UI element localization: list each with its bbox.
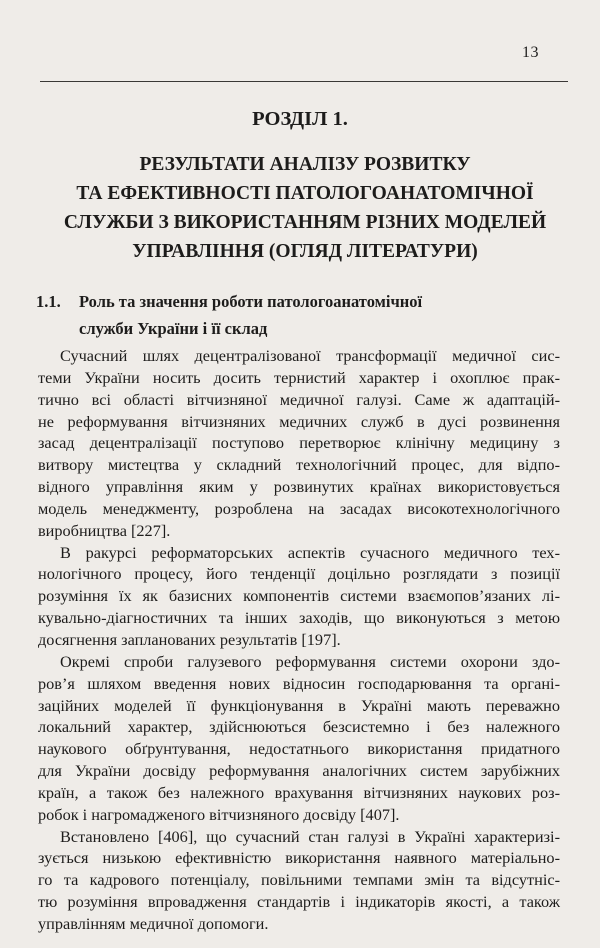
chapter-title-line: СЛУЖБИ З ВИКОРИСТАННЯМ РІЗНИХ МОДЕЛЕЙ (63, 212, 547, 233)
subsection-title-line: Роль та значення роботи патологоанатомічної (79, 292, 423, 311)
paragraph-line: Окремі спроби галузевого реформування системи охорони здо- (60, 651, 560, 671)
paragraph-line: Сучасний шлях децентралізованої трансформації медичної сис- (60, 346, 560, 365)
page-number: 13 (522, 44, 539, 61)
paragraph (38, 345, 560, 542)
chapter-title-line: УПРАВЛІННЯ (ОГЛЯД ЛІТЕРАТУРИ) (132, 241, 478, 262)
header-rule (40, 81, 568, 82)
paragraph-line: розуміння їх як базисних компонентів системи взаємопов’язаних лі- (38, 586, 560, 606)
paragraph-line: кувально-діагностичних та інших заходів, що виконуються з метою (38, 608, 560, 628)
paragraph-line: локальний характер, здійснюються безсистемно і без належного (38, 717, 560, 737)
paragraph (38, 826, 560, 935)
paragraph-line: наукового обґрунтування, недостатнього використання придатного (38, 739, 560, 759)
paragraph-line: Встановлено [406], що сучасний стан галузі в Україні характеризі- (60, 826, 560, 846)
paragraph (38, 651, 560, 826)
paragraph-line: тю розуміння впровадження стандартів і індикаторів якості, а також (38, 892, 560, 912)
paragraph-line: країн, а також без належного врахування вітчизняних наукових роз- (38, 782, 560, 802)
paragraph-line: засад децентралізації поступово перетворює клінічну медицину з (38, 433, 560, 453)
paragraph-line: нологічного процесу, його тенденції доцільно розглядати з позиції (38, 564, 560, 584)
paragraph-line: робок і нагромадженого вітчизняного досвіду [407]. (38, 804, 400, 824)
paragraph-line: для України досвіду реформування аналогічних систем зарубіжних (38, 761, 560, 781)
paragraph-line: зується низькою ефективністю використання наявного матеріально- (38, 848, 560, 868)
paragraph (38, 542, 560, 651)
paragraph-line: відного управління яким у розвинутих країнах використовується (38, 477, 560, 497)
paragraph-line: модель менеджменту, розроблена на засадах високотехнологічного (38, 498, 560, 518)
paragraph-line: управлінням медичної допомоги. (38, 913, 269, 933)
chapter-label: РОЗДІЛ 1. (252, 108, 348, 130)
paragraph-line: виробництва [227]. (38, 520, 171, 540)
paragraph-line: витвору мистецтва у складний технологічний процес, для відпо- (38, 455, 560, 475)
subsection-heading (36, 288, 570, 342)
paragraph-line: го та кадрового потенціалу, повільними темпами змін та відсутніс- (38, 870, 560, 890)
paragraph-line: В ракурсі реформаторських аспектів сучасного медичного тех- (60, 542, 560, 562)
paragraph-line: ров’я шляхом введення нових відносин господарювання та органі- (38, 673, 560, 693)
chapter-title-line: РЕЗУЛЬТАТИ АНАЛІЗУ РОЗВИТКУ (139, 154, 471, 175)
body-text (38, 345, 560, 935)
chapter-title (30, 150, 580, 266)
chapter-title-line: ТА ЕФЕКТИВНОСТІ ПАТОЛОГОАНАТОМІЧНОЇ (76, 183, 534, 204)
paragraph-line: теми України носить досить тернистий характер і охоплює прак- (38, 367, 560, 387)
paragraph-line: заційних моделей її функціонування в Україні мають переважно (38, 695, 560, 715)
paragraph-line: досягнення запланованих результатів [197]. (38, 629, 341, 649)
paragraph-line: не реформування вітчизняних медичних служб в дусі розвинення (38, 411, 560, 431)
subsection-title-line: служби України і її склад (79, 319, 268, 338)
paragraph-line: тично всі області вітчизняної медичної галузі. Саме ж адаптацій- (38, 389, 560, 409)
subsection-number: 1.1. (36, 292, 61, 311)
